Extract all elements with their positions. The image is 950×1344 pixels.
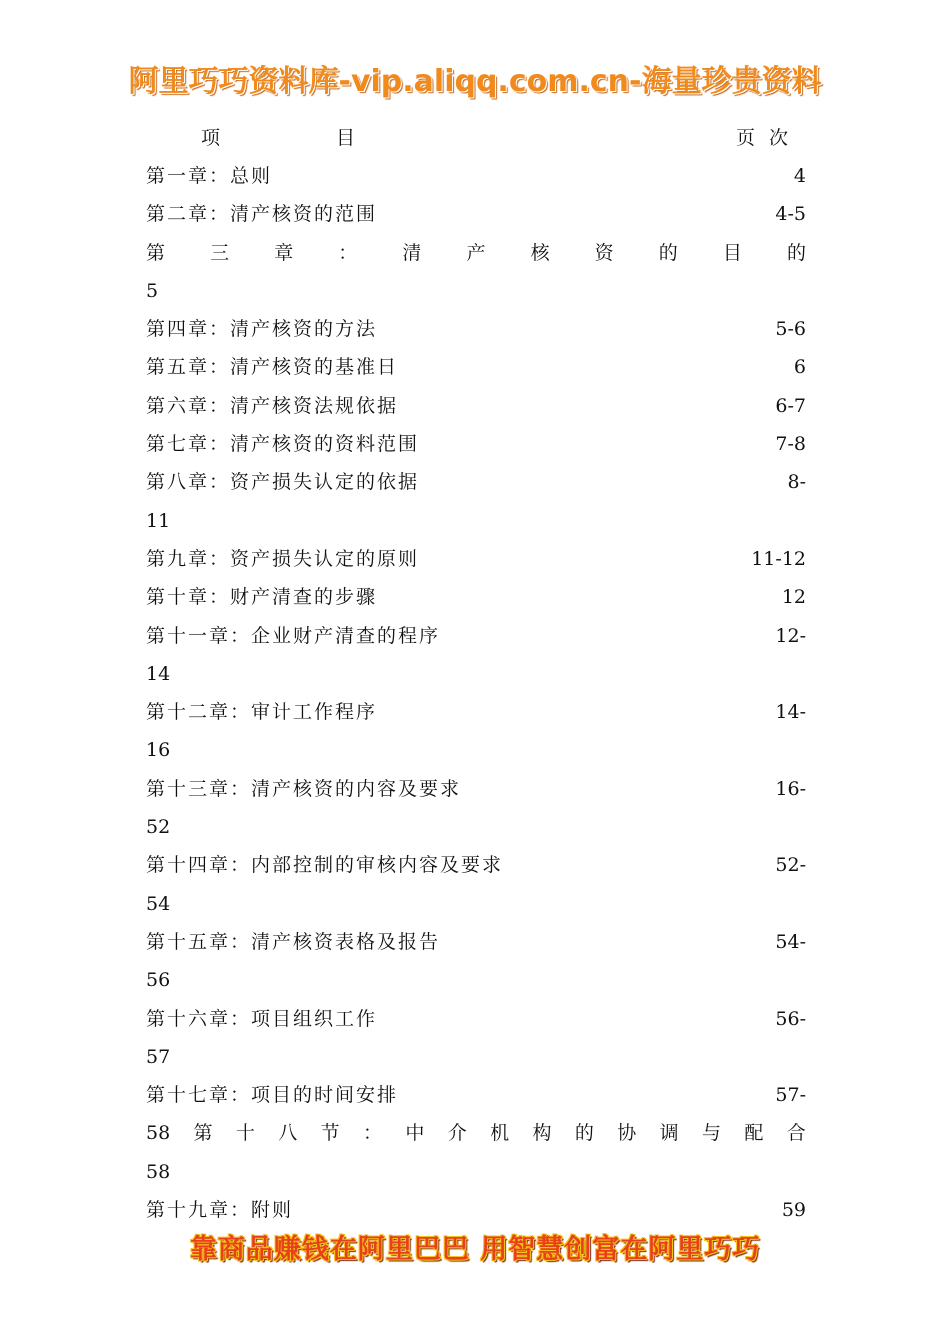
entry-char: 十 (235, 1122, 255, 1145)
entry-page-continuation: 57 (146, 1045, 171, 1068)
entry-page-continuation: 56 (146, 969, 171, 992)
entry-char: 节 (320, 1122, 340, 1145)
toc-entry (146, 310, 806, 348)
entry-page: 6-7 (775, 394, 806, 417)
entry-page: 4 (793, 165, 806, 187)
entry-char: 资 (594, 241, 614, 264)
entry-char: 目 (722, 241, 742, 264)
entry-char: 构 (532, 1122, 552, 1145)
toc-entry-justified (146, 1114, 806, 1152)
toc-entry (146, 1076, 806, 1114)
entry-title: 第十一章：企业财产清查的程序 (146, 624, 441, 647)
entry-char: 章 (274, 241, 294, 264)
toc-entry (146, 387, 806, 425)
entry-title: 第八章：资产损失认定的依据 (146, 471, 420, 494)
toc-entry (146, 578, 806, 616)
entry-char: 八 (278, 1122, 298, 1145)
header-mu-label: 目 (336, 127, 356, 149)
header-item-label: 项 (201, 127, 221, 149)
entry-title: 第五章：清产核资的基准日 (146, 356, 399, 379)
entry-page: 7-8 (775, 433, 806, 456)
entry-title: 第十三章：清产核资的内容及要求 (146, 777, 462, 800)
toc-continuation (146, 808, 806, 846)
entry-title: 第十七章：项目的时间安排 (146, 1084, 399, 1107)
entry-page: 54- (775, 930, 806, 953)
entry-page: 6 (793, 356, 806, 379)
toc-entry (146, 463, 806, 501)
toc-entry-justified (146, 234, 806, 272)
entry-page-continuation: 58 (146, 1160, 171, 1183)
entry-title: 第四章：清产核资的方法 (146, 318, 378, 341)
toc-entry (146, 348, 806, 386)
toc-continuation (146, 502, 806, 540)
entry-page: 4-5 (775, 203, 806, 226)
entry-page-continuation: 11 (146, 509, 171, 532)
toc-entry (146, 846, 806, 884)
toc-entry (146, 770, 806, 808)
entry-char: 的 (574, 1122, 594, 1145)
entry-title: 第十四章：内部控制的审核内容及要求 (146, 854, 504, 877)
toc-entry (146, 195, 806, 233)
entry-page-continuation: 54 (146, 892, 171, 915)
entry-page: 16- (775, 777, 806, 800)
toc-entry (146, 693, 806, 731)
toc-continuation (146, 655, 806, 693)
entry-title: 第十六章：项目组织工作 (146, 1007, 378, 1030)
entry-page: 57- (775, 1084, 806, 1107)
toc-continuation (146, 961, 806, 999)
entry-page: 8- (787, 471, 806, 494)
entry-title: 第十章：财产清查的步骤 (146, 586, 378, 609)
entry-title: 第九章：资产损失认定的原则 (146, 547, 420, 570)
entry-char: 中 (405, 1122, 425, 1145)
table-of-contents (146, 119, 806, 1229)
entry-title: 第六章：清产核资法规依据 (146, 394, 399, 417)
entry-char: 三 (210, 241, 230, 264)
entry-page: 52- (775, 854, 806, 877)
entry-char: ： (363, 1122, 383, 1145)
entry-page: 56- (775, 1007, 806, 1030)
entry-char: 合 (786, 1122, 806, 1145)
entry-title: 第十五章：清产核资表格及报告 (146, 930, 441, 953)
entry-page: 5-6 (775, 318, 806, 341)
banner-top-title: 阿里巧巧资料库-vip.aliqq.com.cn-海量珍贵资料 (128, 64, 822, 99)
entry-title: 第一章：总则 (146, 165, 273, 187)
entry-char: 配 (744, 1122, 764, 1145)
entry-char: 介 (447, 1122, 467, 1145)
toc-entry (146, 1000, 806, 1038)
toc-entry (146, 157, 806, 195)
toc-continuation (146, 1153, 806, 1191)
entry-page-continuation: 16 (146, 739, 171, 762)
toc-continuation (146, 885, 806, 923)
entry-title: 第十二章：审计工作程序 (146, 701, 378, 724)
entry-char: 核 (530, 241, 550, 264)
entry-page-continuation: 52 (146, 816, 171, 839)
toc-continuation (146, 1038, 806, 1076)
entry-char: 的 (786, 241, 806, 264)
toc-continuation (146, 272, 806, 310)
entry-char: 第 (146, 241, 166, 264)
entry-page-continuation: 5 (146, 279, 159, 302)
toc-header (146, 119, 806, 157)
entry-title: 第十九章：附则 (146, 1199, 294, 1222)
entry-char: 产 (466, 241, 486, 264)
entry-page: 12 (781, 586, 806, 609)
entry-title: 第七章：清产核资的资料范围 (146, 433, 420, 456)
entry-char: 58 (146, 1122, 171, 1145)
toc-entry (146, 923, 806, 961)
entry-page: 14- (775, 701, 806, 724)
entry-char: ： (338, 241, 358, 264)
entry-char: 清 (402, 241, 422, 264)
toc-entry (146, 425, 806, 463)
entry-char: 协 (617, 1122, 637, 1145)
header-page-label: 页次 (735, 127, 802, 149)
entry-page-continuation: 14 (146, 662, 171, 685)
entry-page: 12- (775, 624, 806, 647)
entry-char: 调 (659, 1122, 679, 1145)
toc-entry (146, 540, 806, 578)
entry-title: 第二章：清产核资的范围 (146, 203, 378, 226)
banner-bottom-slogan: 靠商品赚钱在阿里巴巴 用智慧创富在阿里巧巧 (189, 1234, 761, 1265)
toc-entry (146, 617, 806, 655)
toc-entry (146, 1191, 806, 1229)
entry-char: 与 (702, 1122, 722, 1145)
entry-char: 的 (658, 241, 678, 264)
toc-continuation (146, 731, 806, 769)
entry-page: 11-12 (751, 547, 806, 570)
entry-char: 机 (490, 1122, 510, 1145)
entry-page: 59 (781, 1199, 806, 1222)
entry-char: 第 (193, 1122, 213, 1145)
